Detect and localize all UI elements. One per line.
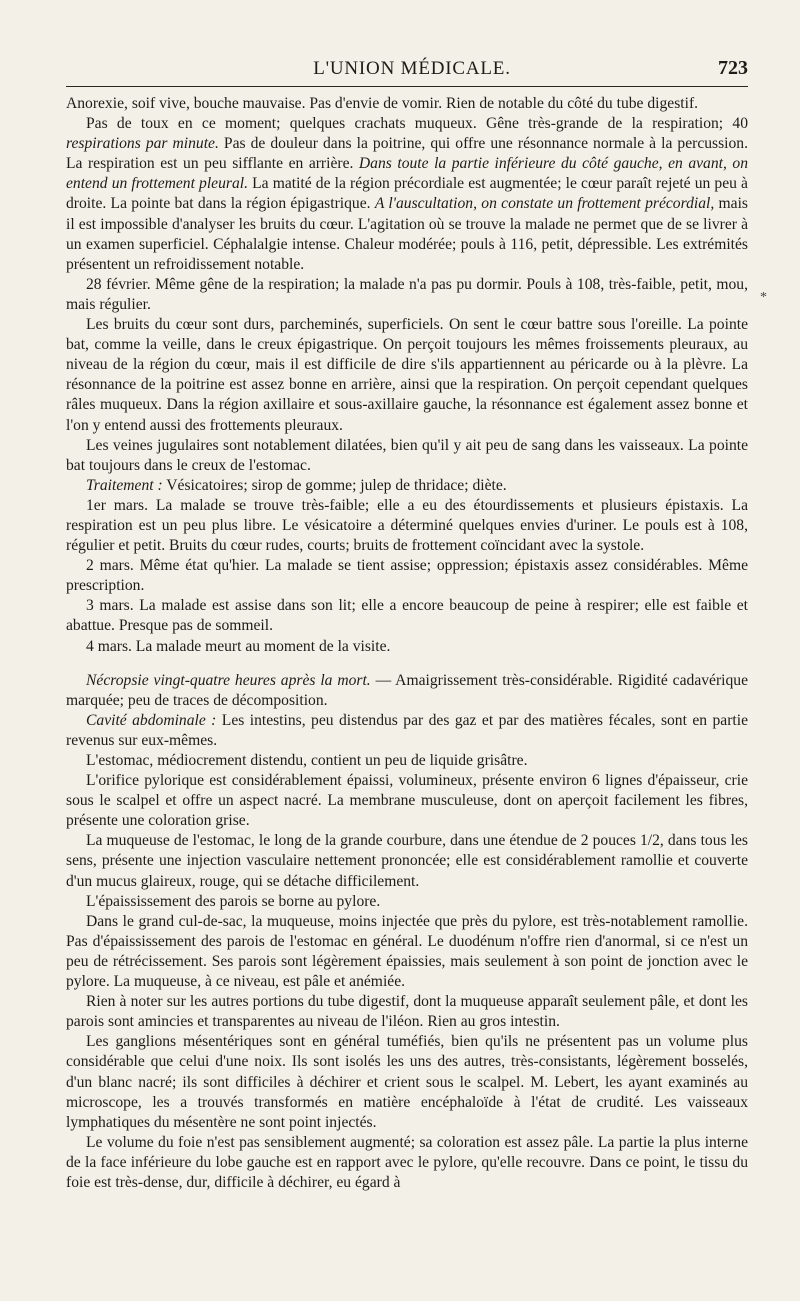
text-run: Pas de douleur dans la poitrine, qui offre une résonnance normale à la percussion. La respiration est un peu sifflante en arrière. xyxy=(66,135,748,173)
paragraph xyxy=(66,275,748,315)
text-run: L'orifice pylorique est considérablement épaissi, volumineux, présente environ 6 lignes d'épaisseur, crie sous le scalpel et offre un aspect nacré. La membrane musculeuse, dont on aperçoit facilement les fibres, présente une coloration grise. xyxy=(66,772,748,830)
italic-run: A l'auscultation, on constate un frottement précordial, xyxy=(374,195,715,213)
text-run: mais il est impossible d'analyser les bruits du cœur. L'agitation où se trouve la malade ne permet que de se livrer à un examen superficiel. Céphalalgie intense. Chaleur modérée; pouls à 116, petit, dépressible. Les extrémités présentent un refroidissement notable. xyxy=(66,195,749,273)
text-run: La matité de la région précordiale est augmentée; le cœur paraît rejeté un peu à droite. La pointe bat dans la région épigastrique. xyxy=(66,175,748,213)
paragraph xyxy=(66,831,748,891)
paragraph xyxy=(66,771,748,831)
italic-run: Nécropsie vingt-quatre heures après la mort. xyxy=(86,671,371,689)
text-run: Les intestins, peu distendus par des gaz et par des matières fécales, sont en partie revenus sur eux-mêmes. xyxy=(66,711,748,749)
page-header xyxy=(66,52,748,87)
text-run: Anorexie, soif vive, bouche mauvaise. Pas d'envie de vomir. Rien de notable du côté du tube digestif. xyxy=(66,95,699,112)
paragraph xyxy=(66,315,748,436)
text-run: Rien à noter sur les autres portions du tube digestif, dont la muqueuse apparaît seulement pâle, et dont les parois sont amincies et transparentes au niveau de l'iléon. Rien au gros intestin. xyxy=(66,993,748,1031)
paragraph xyxy=(66,496,748,556)
text-run: Pas de toux en ce moment; quelques crachats muqueux. Gêne très-grande de la respiration; xyxy=(86,115,733,133)
text-run: Les ganglions mésentériques sont en général tuméfiés, bien qu'ils ne présentent pas un volume plus considérable que celui d'une noix. Ils sont isolés les uns des autres, très-consistants, légèrement bosselés, d'un blanc nacré; ils sont difficiles à déchirer et crient sous le scalpel. M. Lebert, les ayant examinés au microscope, les a trouvés transformés en matière encéphaloïde à l'état de crudité. Les vaisseaux lymphatiques du mésentère ne sont point injectés. xyxy=(66,1033,748,1131)
paragraph xyxy=(66,892,748,912)
text-run: L'estomac, médiocrement distendu, contient un peu de liquide grisâtre. xyxy=(86,752,528,769)
text-run: L'épaississement des parois se borne au pylore. xyxy=(86,892,381,910)
paragraph xyxy=(66,637,748,657)
text-run: La muqueuse de l'estomac, le long de la grande courbure, dans une étendue de 2 pouces 1/2, dans tous les sens, présente une injection vasculaire nettement prononcée; elle est considérablement ramollie et couverte d'un mucus glaireux, rouge, qui se détache difficilement. xyxy=(66,832,748,890)
paragraph xyxy=(66,114,748,275)
page-number: 723 xyxy=(718,57,748,79)
text-run: 4 mars. La malade meurt au moment de la visite. xyxy=(86,637,391,655)
italic-run: respirations par minute. xyxy=(66,135,219,153)
text-run: Les bruits du cœur sont durs, parcheminés, superficiels. On sent le cœur battre sous l'oreille. La pointe bat, comme la veille, dans le creux épigastrique. On perçoit toujours les mêmes froissements pleuraux, au niveau de la région du cœur, mais il est difficile de dire s'ils appartiennent au péricarde ou à la plèvre. La résonnance de la poitrine est assez bonne en arrière, ainsi que la respiration. On perçoit cependant quelques râles muqueux. Dans la région axillaire et sous-axillaire gauche, la résonnance est également assez bonne et l'on y entend aussi des frottements pleuraux. xyxy=(66,316,748,434)
paragraph xyxy=(66,94,748,114)
paragraph xyxy=(66,671,748,711)
text-run: Dans le grand cul-de-sac, la muqueuse, moins injectée que près du pylore, est très-notablement ramollie. Pas d'épaississement des parois de l'estomac en général. Le duodénum n'offre rien d'anormal, si ce n'est un peu de rétrécissement. Ses parois sont légèrement épaissies, mais seulement à son point de jonction avec le pylore. La muqueuse, à ce niveau, est pâle et anémiée. xyxy=(66,912,748,991)
paragraph xyxy=(66,596,748,636)
paragraph xyxy=(66,751,748,771)
text-run: 1er mars. La malade se trouve très-faible; elle a eu des étourdissements et plusieurs épistaxis. La respiration est un peu plus libre. Le vésicatoire a déterminé quelques envies d'uriner. Le pouls est à 108, régulier et petit. Bruits du cœur rudes, courts; bruits de frottement coïncidant avec la systole. xyxy=(66,496,748,555)
text-run: Le volume du foie n'est pas sensiblement augmenté; sa coloration est assez pâle. La partie la plus interne de la face inférieure du lobe gauche est en rapport avec le pylore, qu'elle recouvre. Dans ce point, le tissu du foie est très-dense, dur, difficile à déchirer, eu égard à xyxy=(66,1133,748,1191)
text-run: 2 mars. Même état qu'hier. La malade se tient assise; oppression; épistaxis assez considérables. Même prescription. xyxy=(66,557,748,595)
text-run: Vésicatoires; sirop de gomme; julep de thridace; diète. xyxy=(162,476,507,494)
italic-run: Traitement : xyxy=(86,476,163,494)
paragraph xyxy=(66,912,748,992)
paragraph xyxy=(66,476,748,496)
paragraph xyxy=(66,1032,748,1132)
italic-run: Cavité abdominale : xyxy=(86,711,217,729)
paragraph xyxy=(66,1133,748,1193)
margin-mark: * xyxy=(760,290,767,305)
text-run: 40 xyxy=(732,115,748,133)
italic-run: Dans toute la partie inférieure du côté gauche, en avant, on entend un frottement pleural. xyxy=(66,155,748,193)
running-title: L'UNION MÉDICALE. xyxy=(313,58,511,79)
paragraph xyxy=(66,436,748,476)
paragraph xyxy=(66,556,748,596)
text-run: Les veines jugulaires sont notablement dilatées, bien qu'il y ait peu de sang dans les vaisseaux. La pointe bat toujours dans le creux de l'estomac. xyxy=(66,436,748,474)
paragraph xyxy=(66,992,748,1032)
paragraph xyxy=(66,711,748,751)
text-run: 28 février. Même gêne de la respiration; la malade n'a pas pu dormir. Pouls à 108, très-faible, petit, mou, mais régulier. xyxy=(66,275,748,313)
body-text xyxy=(66,94,748,1193)
text-run: — Amaigrissement très-considérable. Rigidité cadavérique marquée; peu de traces de décomposition. xyxy=(66,671,748,709)
text-run: 3 mars. La malade est assise dans son lit; elle a encore beaucoup de peine à respirer; elle est faible et abattue. Presque pas de sommeil. xyxy=(66,597,748,635)
